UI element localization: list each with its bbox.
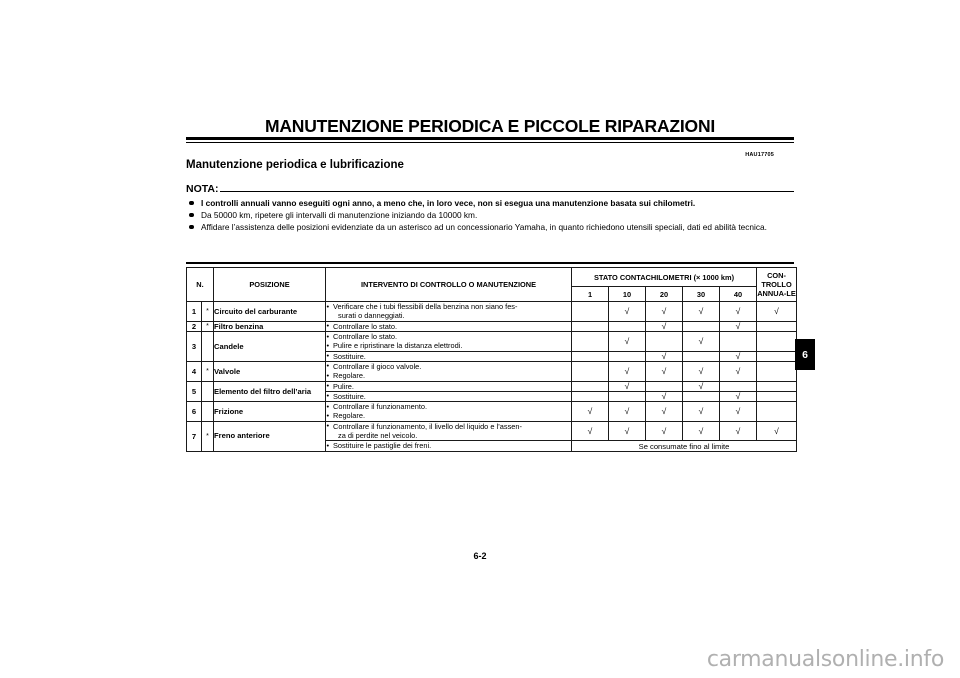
intervention-line: • Sostituire. xyxy=(326,392,571,401)
col-header-km-1: 1 xyxy=(572,287,609,302)
page-number: 6-2 xyxy=(473,551,487,561)
check-cell-20: √ xyxy=(646,391,683,401)
intervention-line: • Pulire. xyxy=(326,382,571,391)
check-cell-10 xyxy=(609,391,646,401)
row-position: Freno anteriore xyxy=(214,421,326,451)
table-row xyxy=(187,302,797,322)
col-header-km-10: 10 xyxy=(609,287,646,302)
table-row xyxy=(187,361,797,381)
row-intervention xyxy=(326,402,572,422)
check-cell-1 xyxy=(572,361,609,381)
check-cell-20: √ xyxy=(646,321,683,332)
row-intervention xyxy=(326,361,572,381)
intervention-line: • Controllare lo stato. xyxy=(326,322,571,331)
row-span-message: Se consumate fino al limite xyxy=(572,441,797,451)
check-cell-annual xyxy=(757,402,797,422)
row-intervention xyxy=(326,321,572,332)
check-cell-30: √ xyxy=(683,302,720,322)
check-cell-20 xyxy=(646,332,683,352)
note-item xyxy=(186,222,794,233)
intervention-line: surati o danneggiati. xyxy=(338,311,405,321)
check-cell-30: √ xyxy=(683,361,720,381)
title-rule-thick xyxy=(186,137,794,140)
check-cell-10: √ xyxy=(609,402,646,422)
note-rule xyxy=(220,191,794,192)
check-cell-20: √ xyxy=(646,361,683,381)
note-item-text: I controlli annuali vanno eseguiti ogni anno, a meno che, in loro vece, non si esegua una manutenzione basata sui chilometri. xyxy=(201,198,696,208)
note-item-text: Da 50000 km, ripetere gli intervalli di manutenzione iniziando da 10000 km. xyxy=(201,210,478,221)
row-intervention xyxy=(326,381,572,391)
table-row xyxy=(187,321,797,332)
row-number: 1 xyxy=(187,302,202,322)
note-item-text: Affidare l’assistenza delle posizioni evidenziate da un asterisco ad un concessionario Yamaha, in quanto richiedono utensili speciali, dati ed abilità tecnica. xyxy=(201,222,767,233)
check-cell-annual xyxy=(757,381,797,391)
row-asterisk-marker: * xyxy=(202,302,214,322)
row-asterisk-marker xyxy=(202,332,214,362)
check-cell-40: √ xyxy=(720,321,757,332)
check-cell-1 xyxy=(572,391,609,401)
note-item xyxy=(186,210,794,221)
bullet-icon xyxy=(189,213,194,218)
note-block xyxy=(186,182,794,234)
check-cell-20: √ xyxy=(646,351,683,361)
chapter-side-tab: 6 xyxy=(795,339,815,370)
maintenance-table xyxy=(186,267,797,452)
check-cell-annual xyxy=(757,321,797,332)
row-number: 7 xyxy=(187,421,202,451)
check-cell-30: √ xyxy=(683,421,720,441)
intervention-line: • Verificare che i tubi flessibili della benzina non siano fes- xyxy=(326,302,571,311)
check-cell-10: √ xyxy=(609,302,646,322)
row-asterisk-marker xyxy=(202,381,214,402)
check-cell-30: √ xyxy=(683,332,720,352)
check-cell-1 xyxy=(572,321,609,332)
check-cell-30: √ xyxy=(683,402,720,422)
intervention-line: • Pulire e ripristinare la distanza elettrodi. xyxy=(326,341,571,350)
row-asterisk-marker: * xyxy=(202,361,214,381)
check-cell-20 xyxy=(646,381,683,391)
table-header xyxy=(187,268,797,302)
col-header-km-20: 20 xyxy=(646,287,683,302)
check-cell-annual xyxy=(757,332,797,352)
intervention-line: • Controllare il funzionamento. xyxy=(326,402,571,411)
intervention-line: • Controllare lo stato. xyxy=(326,332,571,341)
row-asterisk-marker: * xyxy=(202,421,214,451)
row-number: 3 xyxy=(187,332,202,362)
table-body xyxy=(187,302,797,452)
intervention-line: • Sostituire. xyxy=(326,352,571,361)
section-heading: Manutenzione periodica e lubrificazione xyxy=(186,159,404,171)
check-cell-1 xyxy=(572,351,609,361)
check-cell-10 xyxy=(609,351,646,361)
table-row xyxy=(187,421,797,441)
col-header-odometer-group: STATO CONTACHILOMETRI (× 1000 km) xyxy=(572,268,757,287)
check-cell-40: √ xyxy=(720,421,757,441)
check-cell-annual xyxy=(757,361,797,381)
col-header-number: N. xyxy=(187,268,214,302)
row-position: Frizione xyxy=(214,402,326,422)
document-reference-code: HAU17705 xyxy=(745,152,774,158)
col-header-annual-text: CON-TROLLO ANNUA-LE xyxy=(757,271,796,298)
check-cell-40: √ xyxy=(720,391,757,401)
intervention-line: • Regolare. xyxy=(326,411,571,420)
check-cell-20: √ xyxy=(646,302,683,322)
check-cell-40: √ xyxy=(720,351,757,361)
check-cell-10: √ xyxy=(609,361,646,381)
check-cell-40: √ xyxy=(720,361,757,381)
check-cell-1 xyxy=(572,302,609,322)
bullet-icon xyxy=(189,201,194,206)
check-cell-10: √ xyxy=(609,332,646,352)
check-cell-40: √ xyxy=(720,402,757,422)
intervention-line: • Controllare il gioco valvole. xyxy=(326,362,571,371)
row-number: 4 xyxy=(187,361,202,381)
col-header-annual xyxy=(757,268,797,302)
row-position: Valvole xyxy=(214,361,326,381)
row-asterisk-marker: * xyxy=(202,321,214,332)
col-header-position: POSIZIONE xyxy=(214,268,326,302)
check-cell-annual: √ xyxy=(757,421,797,441)
chapter-title: MANUTENZIONE PERIODICA E PICCOLE RIPARAZIONI xyxy=(264,116,716,136)
table-row xyxy=(187,332,797,352)
intervention-line: • Sostituire le pastiglie dei freni. xyxy=(326,441,571,450)
intervention-line: • Regolare. xyxy=(326,371,571,380)
col-header-intervention: INTERVENTO DI CONTROLLO O MANUTENZIONE xyxy=(326,268,572,302)
check-cell-10: √ xyxy=(609,381,646,391)
check-cell-annual xyxy=(757,391,797,401)
row-intervention xyxy=(326,351,572,361)
table-row xyxy=(187,402,797,422)
row-intervention xyxy=(326,441,572,451)
watermark: carmanualsonline.info xyxy=(706,647,944,672)
bullet-icon xyxy=(189,225,194,230)
note-item xyxy=(186,198,794,209)
check-cell-40: √ xyxy=(720,302,757,322)
check-cell-30 xyxy=(683,351,720,361)
row-intervention xyxy=(326,391,572,401)
note-header xyxy=(186,182,794,195)
check-cell-40 xyxy=(720,381,757,391)
check-cell-1: √ xyxy=(572,421,609,441)
row-intervention xyxy=(326,332,572,352)
check-cell-20: √ xyxy=(646,402,683,422)
check-cell-10: √ xyxy=(609,421,646,441)
check-cell-30 xyxy=(683,321,720,332)
check-cell-annual xyxy=(757,351,797,361)
row-position: Filtro benzina xyxy=(214,321,326,332)
row-number: 2 xyxy=(187,321,202,332)
row-number: 5 xyxy=(187,381,202,402)
row-position: Candele xyxy=(214,332,326,362)
table-top-rule xyxy=(186,262,794,264)
check-cell-1 xyxy=(572,381,609,391)
check-cell-40 xyxy=(720,332,757,352)
table-row xyxy=(187,381,797,391)
row-position: Circuito del carburante xyxy=(214,302,326,322)
note-label: NOTA: xyxy=(186,182,219,195)
check-cell-20: √ xyxy=(646,421,683,441)
title-rule-thin xyxy=(186,142,794,143)
check-cell-1 xyxy=(572,332,609,352)
check-cell-30: √ xyxy=(683,381,720,391)
row-intervention xyxy=(326,421,572,441)
intervention-line: • Controllare il funzionamento, il livello del liquido e l’assen- xyxy=(326,422,571,431)
row-position: Elemento del filtro dell’aria xyxy=(214,381,326,402)
row-number: 6 xyxy=(187,402,202,422)
row-asterisk-marker xyxy=(202,402,214,422)
check-cell-10 xyxy=(609,321,646,332)
row-intervention xyxy=(326,302,572,322)
intervention-line: za di perdite nel veicolo. xyxy=(338,431,418,441)
check-cell-annual: √ xyxy=(757,302,797,322)
note-list xyxy=(186,198,794,233)
col-header-km-40: 40 xyxy=(720,287,757,302)
check-cell-1: √ xyxy=(572,402,609,422)
check-cell-30 xyxy=(683,391,720,401)
col-header-km-30: 30 xyxy=(683,287,720,302)
